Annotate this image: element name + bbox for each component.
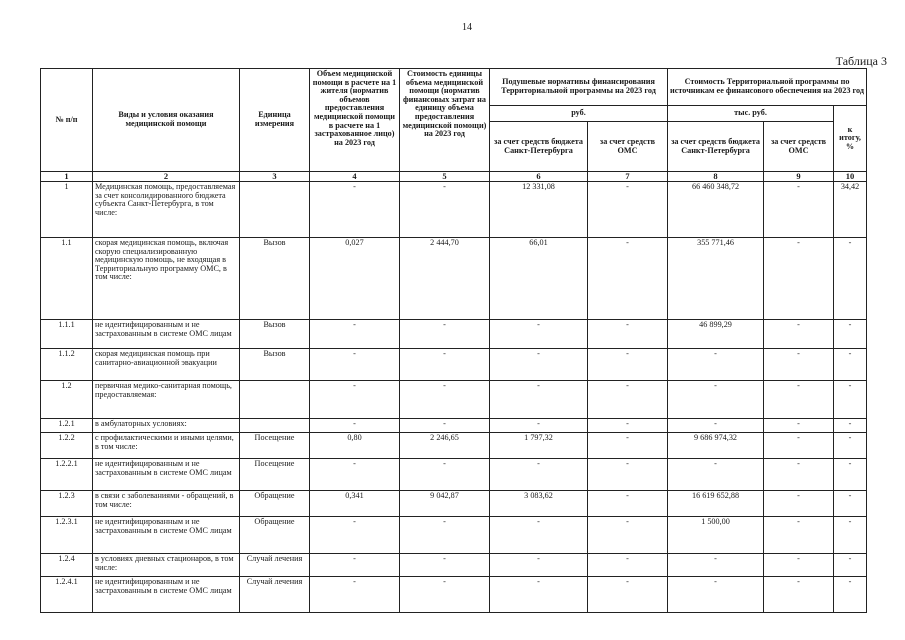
cell-c9: - [764, 490, 834, 516]
cell-c6: - [490, 380, 588, 418]
cell-name: не идентифицированным и не застрахованным в системе ОМС лицам [93, 516, 240, 553]
cell-c10: - [834, 432, 867, 458]
cell-unit: Вызов [240, 319, 310, 348]
cell-c10: 34,42 [834, 181, 867, 237]
cell-c5: - [400, 576, 490, 612]
cell-c10: - [834, 553, 867, 576]
col-number: 1 [41, 172, 93, 182]
cell-c6: 66,01 [490, 237, 588, 319]
cell-c5: - [400, 181, 490, 237]
cell-c4: 0,80 [310, 432, 400, 458]
cell-name: не идентифицированным и не застрахованным в системе ОМС лицам [93, 458, 240, 490]
cell-name: не идентифицированным и не застрахованным в системе ОМС лицам [93, 319, 240, 348]
cell-c4: 0,027 [310, 237, 400, 319]
cell-name: Медицинская помощь, предоставляемая за счет консолидированного бюджета субъекта Санкт-Петербурга, в том числе: [93, 181, 240, 237]
cell-c4: - [310, 380, 400, 418]
cell-c10: - [834, 348, 867, 380]
cell-c8: - [668, 576, 764, 612]
cell-no: 1.1 [41, 237, 93, 319]
cell-c5: 2 246,65 [400, 432, 490, 458]
cell-c8: - [668, 553, 764, 576]
header-percapita: Подушевые нормативы финансирования Территориальной программы на 2023 год [490, 69, 668, 106]
col-number: 6 [490, 172, 588, 182]
cell-c7: - [588, 458, 668, 490]
cell-c6: - [490, 553, 588, 576]
cell-c8: 46 899,29 [668, 319, 764, 348]
cell-c8: - [668, 348, 764, 380]
cell-c6: - [490, 418, 588, 432]
cell-c4: - [310, 576, 400, 612]
header-volume: Объем медицинской помощи в расчете на 1 жителя (норматив объемов предоставления медицинской помощи в расчете на 1 застрахованное лицо) на 2023 год [310, 69, 400, 172]
header-program-cost: Стоимость Территориальной программы по источникам ее финансового обеспечения на 2023 год [668, 69, 867, 106]
cell-c5: - [400, 348, 490, 380]
cell-unit: Обращение [240, 490, 310, 516]
cell-c6: - [490, 516, 588, 553]
header-cost: Стоимость единицы объема медицинской помощи (норматив финансовых затрат на единицу объема предоставления медицинской помощи) на 2023 год [400, 69, 490, 172]
cell-c9: - [764, 432, 834, 458]
table-row [41, 380, 867, 418]
page-number: 14 [462, 22, 472, 33]
cell-unit: Вызов [240, 348, 310, 380]
cell-c5: - [400, 418, 490, 432]
cell-no: 1.2.2.1 [41, 458, 93, 490]
cell-c8: - [668, 380, 764, 418]
cell-c10: - [834, 576, 867, 612]
cell-name: в амбулаторных условиях: [93, 418, 240, 432]
cell-unit: Вызов [240, 237, 310, 319]
col-number: 10 [834, 172, 867, 182]
table-body [41, 181, 867, 612]
cell-name: с профилактическими и иными целями, в том числе: [93, 432, 240, 458]
col-number: 4 [310, 172, 400, 182]
cell-c9: - [764, 516, 834, 553]
cell-unit: Случай лечения [240, 553, 310, 576]
col-number: 8 [668, 172, 764, 182]
cell-c9: - [764, 237, 834, 319]
cell-c8: - [668, 458, 764, 490]
cell-c8: 16 619 652,88 [668, 490, 764, 516]
col-number: 2 [93, 172, 240, 182]
cell-c7: - [588, 516, 668, 553]
cell-unit [240, 418, 310, 432]
header-no: № п/п [41, 69, 93, 172]
cell-no: 1.1.1 [41, 319, 93, 348]
header-type: Виды и условия оказания медицинской помощи [93, 69, 240, 172]
cell-c7: - [588, 576, 668, 612]
cell-name: не идентифицированным и не застрахованным в системе ОМС лицам [93, 576, 240, 612]
header-budget-spb: за счет средств бюджета Санкт-Петербурга [490, 122, 588, 172]
table-row [41, 576, 867, 612]
cell-c9: - [764, 576, 834, 612]
col-number: 9 [764, 172, 834, 182]
cell-c9: - [764, 380, 834, 418]
cell-c4: - [310, 458, 400, 490]
cell-c9: - [764, 418, 834, 432]
cell-c5: 2 444,70 [400, 237, 490, 319]
header-total-pct: к итогу, % [834, 106, 867, 172]
cell-unit: Посещение [240, 458, 310, 490]
cell-unit: Случай лечения [240, 576, 310, 612]
cell-c4: - [310, 553, 400, 576]
cell-c10: - [834, 418, 867, 432]
col-number: 7 [588, 172, 668, 182]
financing-table [40, 68, 867, 613]
cell-c4: - [310, 319, 400, 348]
header-unit: Единица измерения [240, 69, 310, 172]
cell-name: первичная медико-санитарная помощь, предоставляемая: [93, 380, 240, 418]
cell-name: скорая медицинская помощь при санитарно-авиационной эвакуации [93, 348, 240, 380]
cell-c7: - [588, 237, 668, 319]
cell-c9: - [764, 181, 834, 237]
table-row [41, 418, 867, 432]
cell-c7: - [588, 319, 668, 348]
cell-c10: - [834, 490, 867, 516]
table-label: Таблица 3 [835, 54, 887, 68]
cell-no: 1.2 [41, 380, 93, 418]
cell-c6: - [490, 319, 588, 348]
cell-c7: - [588, 432, 668, 458]
cell-no: 1.2.2 [41, 432, 93, 458]
cell-c10: - [834, 237, 867, 319]
cell-c8: - [668, 418, 764, 432]
cell-name: в условиях дневных стационаров, в том числе: [93, 553, 240, 576]
cell-no: 1.2.3 [41, 490, 93, 516]
cell-no: 1.1.2 [41, 348, 93, 380]
cell-unit [240, 380, 310, 418]
table-row [41, 553, 867, 576]
cell-c4: - [310, 348, 400, 380]
cell-c7: - [588, 181, 668, 237]
cell-c6: - [490, 576, 588, 612]
cell-c7: - [588, 348, 668, 380]
table-row [41, 319, 867, 348]
cell-c6: 1 797,32 [490, 432, 588, 458]
cell-c7: - [588, 553, 668, 576]
cell-c5: - [400, 380, 490, 418]
cell-c4: - [310, 181, 400, 237]
header-oms: за счет средств ОМС [588, 122, 668, 172]
table-row [41, 181, 867, 237]
cell-c8: 9 686 974,32 [668, 432, 764, 458]
cell-unit [240, 181, 310, 237]
header-oms-2: за счет средств ОМС [764, 122, 834, 172]
cell-c8: 355 771,46 [668, 237, 764, 319]
cell-no: 1.2.3.1 [41, 516, 93, 553]
cell-c9: - [764, 348, 834, 380]
cell-name: скорая медицинская помощь, включая скорую специализированную медицинскую помощь, не входящая в Территориальную программу ОМС, в том числе: [93, 237, 240, 319]
cell-c5: - [400, 319, 490, 348]
cell-c4: 0,341 [310, 490, 400, 516]
col-number: 3 [240, 172, 310, 182]
cell-c6: - [490, 348, 588, 380]
cell-unit: Посещение [240, 432, 310, 458]
cell-c10: - [834, 516, 867, 553]
cell-no: 1 [41, 181, 93, 237]
cell-c10: - [834, 319, 867, 348]
cell-c5: 9 042,87 [400, 490, 490, 516]
cell-c6: - [490, 458, 588, 490]
cell-c7: - [588, 380, 668, 418]
header-budget-spb-2: за счет средств бюджета Санкт-Петербурга [668, 122, 764, 172]
table-row [41, 432, 867, 458]
cell-c10: - [834, 380, 867, 418]
table-row [41, 516, 867, 553]
col-number: 5 [400, 172, 490, 182]
cell-c8: 1 500,00 [668, 516, 764, 553]
cell-c6: 3 083,62 [490, 490, 588, 516]
cell-no: 1.2.4 [41, 553, 93, 576]
table-row [41, 490, 867, 516]
cell-name: в связи с заболеваниями - обращений, в том числе: [93, 490, 240, 516]
cell-c8: 66 460 348,72 [668, 181, 764, 237]
table-row [41, 348, 867, 380]
header-rub: руб. [490, 106, 668, 122]
header-thous-rub: тыс. руб. [668, 106, 834, 122]
cell-c9: - [764, 553, 834, 576]
cell-c4: - [310, 516, 400, 553]
cell-c9: - [764, 458, 834, 490]
column-numbers-row [41, 172, 867, 182]
cell-unit: Обращение [240, 516, 310, 553]
cell-no: 1.2.4.1 [41, 576, 93, 612]
cell-c7: - [588, 418, 668, 432]
table-row [41, 458, 867, 490]
table-row [41, 237, 867, 319]
cell-c5: - [400, 458, 490, 490]
cell-c9: - [764, 319, 834, 348]
cell-no: 1.2.1 [41, 418, 93, 432]
cell-c10: - [834, 458, 867, 490]
cell-c5: - [400, 553, 490, 576]
cell-c7: - [588, 490, 668, 516]
cell-c4: - [310, 418, 400, 432]
cell-c6: 12 331,08 [490, 181, 588, 237]
cell-c5: - [400, 516, 490, 553]
